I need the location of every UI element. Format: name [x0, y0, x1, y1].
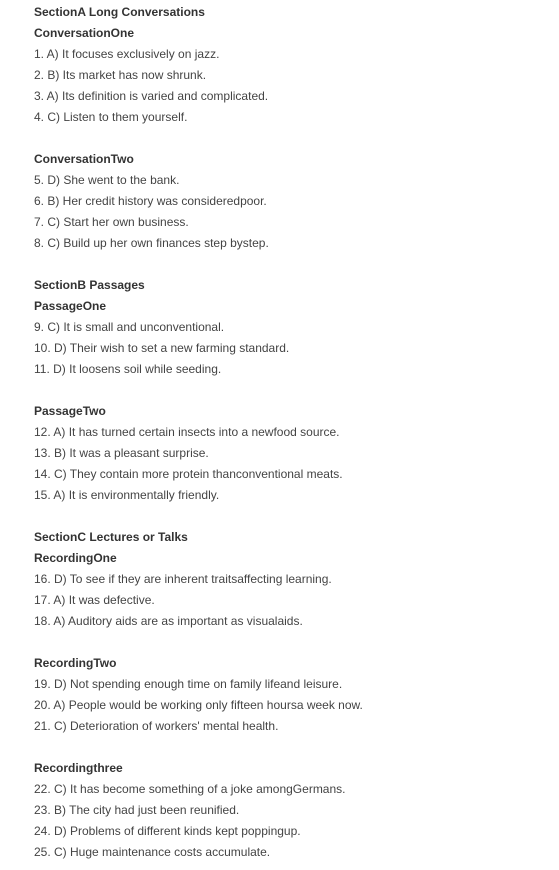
- section-title: SectionA Long Conversations: [34, 5, 205, 19]
- answer-item: 3. A) Its definition is varied and complicated.: [34, 89, 269, 103]
- group-title: PassageOne: [34, 299, 107, 313]
- answer-item: 6. B) Her credit history was consideredpoor.: [34, 194, 267, 208]
- section-title: SectionB Passages: [34, 278, 145, 292]
- answer-item: 18. A) Auditory aids are as important as visualaids.: [34, 614, 303, 628]
- answer-item: 25. C) Huge maintenance costs accumulate.: [34, 845, 271, 859]
- answer-item: 23. B) The city had just been reunified.: [34, 803, 240, 817]
- group-title: RecordingOne: [34, 551, 117, 565]
- answer-item: 15. A) It is environmentally friendly.: [34, 488, 220, 502]
- section-title: SectionC Lectures or Talks: [34, 530, 188, 544]
- spacer: [34, 506, 559, 527]
- answer-item: 4. C) Listen to them yourself.: [34, 110, 188, 124]
- answer-item: 17. A) It was defective.: [34, 593, 155, 607]
- group-title: ConversationTwo: [34, 152, 134, 166]
- group-title: ConversationOne: [34, 26, 135, 40]
- answer-item: 14. C) They contain more protein thanconventional meats.: [34, 467, 343, 481]
- group-title: PassageTwo: [34, 404, 106, 418]
- spacer: [34, 380, 559, 401]
- spacer: [34, 737, 559, 758]
- answer-item: 24. D) Problems of different kinds kept poppingup.: [34, 824, 301, 838]
- answer-item: 2. B) Its market has now shrunk.: [34, 68, 207, 82]
- answer-item: 11. D) It loosens soil while seeding.: [34, 362, 222, 376]
- answer-item: 21. C) Deterioration of workers' mental health.: [34, 719, 279, 733]
- spacer: [34, 128, 559, 149]
- answer-item: 12. A) It has turned certain insects into a newfood source.: [34, 425, 340, 439]
- answer-item: 19. D) Not spending enough time on family lifeand leisure.: [34, 677, 343, 691]
- answer-item: 7. C) Start her own business.: [34, 215, 189, 229]
- answer-item: 8. C) Build up her own finances step bystep.: [34, 236, 269, 250]
- answer-item: 5. D) She went to the bank.: [34, 173, 180, 187]
- spacer: [34, 254, 559, 275]
- group-title: RecordingTwo: [34, 656, 117, 670]
- answer-item: 16. D) To see if they are inherent traitsaffecting learning.: [34, 572, 332, 586]
- answer-item: 13. B) It was a pleasant surprise.: [34, 446, 209, 460]
- answer-item: 10. D) Their wish to set a new farming standard.: [34, 341, 290, 355]
- spacer: [34, 632, 559, 653]
- answer-item: 1. A) It focuses exclusively on jazz.: [34, 47, 220, 61]
- answer-item: 20. A) People would be working only fifteen hoursa week now.: [34, 698, 363, 712]
- answer-item: 22. C) It has become something of a joke amongGermans.: [34, 782, 346, 796]
- group-title: Recordingthree: [34, 761, 123, 775]
- answer-item: 9. C) It is small and unconventional.: [34, 320, 225, 334]
